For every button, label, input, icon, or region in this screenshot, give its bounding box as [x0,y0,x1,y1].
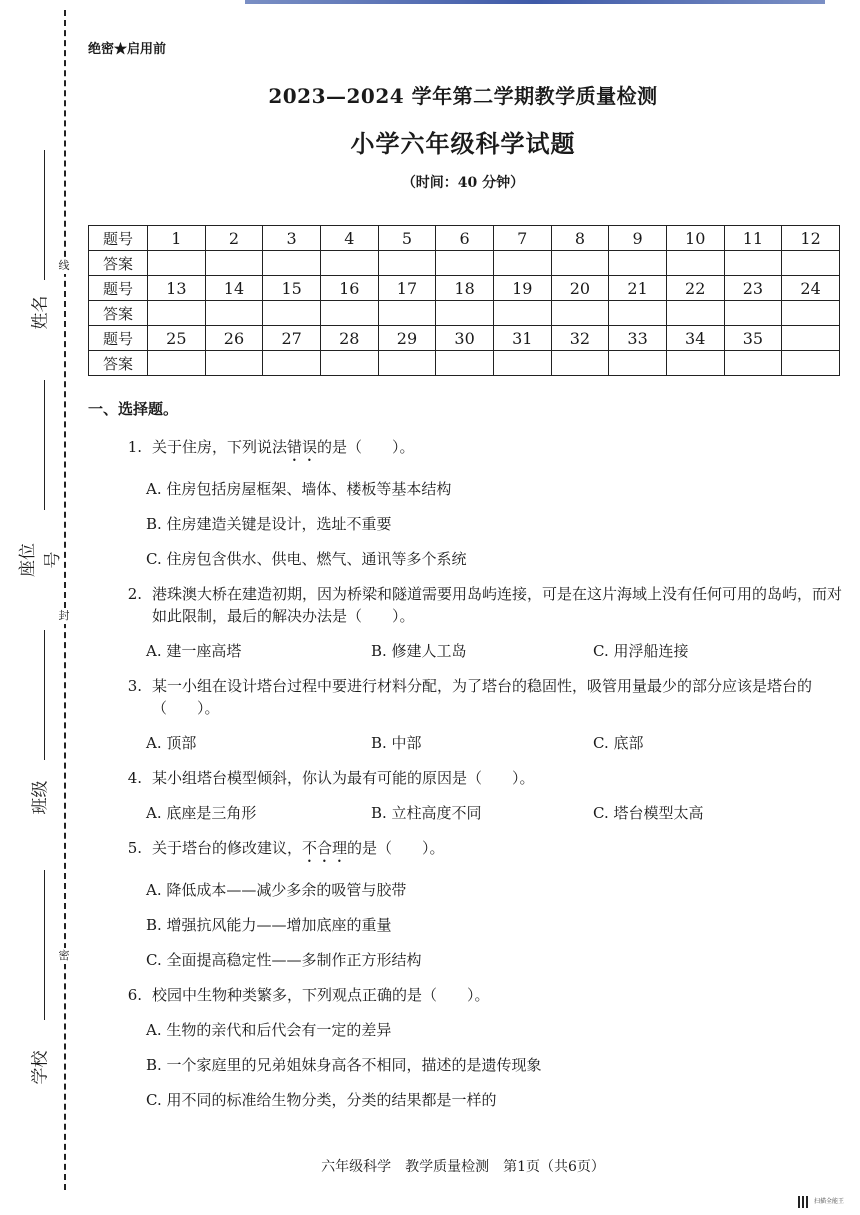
page-footer: 六年级科学 教学质量检测 第1页（共6页） [321,1159,605,1175]
answer-cell[interactable] [724,251,782,276]
qno-cell: 8 [551,226,609,251]
answer-cell[interactable] [320,301,378,326]
answer-cell[interactable] [782,351,840,376]
option-c[interactable]: C. 塔台模型太高 [593,804,704,822]
emphasis-text: 错误 [287,438,318,456]
side-label-class: 班级 [30,780,51,815]
qr-code-icon [798,1196,810,1208]
label-answer: 答案 [89,301,148,326]
label-question-no: 题号 [89,276,148,301]
answer-cell[interactable] [782,251,840,276]
cut-mark-line: 线 [56,258,72,274]
qno-cell: 27 [263,326,321,351]
qno-cell: 12 [782,226,840,251]
exam-time: （时间：40 分钟） [401,175,525,191]
question-6 [88,984,848,1006]
option-c[interactable]: C. 全面提高稳定性——多制作正方形结构 [146,951,422,969]
answer-cell[interactable] [263,351,321,376]
question-number-row [89,326,840,351]
answer-cell[interactable] [551,301,609,326]
answer-cell[interactable] [320,251,378,276]
side-label-school: 学校 [30,1050,51,1085]
answer-table [88,225,840,376]
option-a[interactable]: A. 生物的亲代和后代会有一定的差异 [146,1021,392,1039]
qno-cell: 26 [205,326,263,351]
option-a[interactable]: A. 顶部 [146,734,197,752]
option-b[interactable]: B. 立柱高度不同 [371,804,482,822]
answer-cell[interactable] [205,251,263,276]
answer-cell[interactable] [263,251,321,276]
exam-subtitle: 小学六年级科学试题 [350,129,576,158]
answer-cell[interactable] [493,251,551,276]
side-label-name: 姓名 [30,295,51,330]
question-4 [88,767,848,789]
option-b[interactable]: B. 住房建造关键是设计，选址不重要 [146,515,392,533]
qno-cell: 6 [436,226,494,251]
option-a[interactable]: A. 住房包括房屋框架、墙体、楼板等基本结构 [146,480,452,498]
cut-mark-seal: 封 [56,608,72,624]
answer-cell[interactable] [551,351,609,376]
question-number-row [89,226,840,251]
section-heading-choice: 一、选择题。 [88,400,179,418]
answer-cell[interactable] [724,301,782,326]
qno-cell: 30 [436,326,494,351]
cut-mark-secret: 密 [56,948,72,964]
qno-cell: 3 [263,226,321,251]
qno-cell: 34 [666,326,724,351]
qno-cell: 14 [205,276,263,301]
name-blank-line [44,150,45,280]
exam-title: 2023—2024 学年第二学期教学质量检测 [268,84,658,108]
label-question-no: 题号 [89,226,148,251]
option-a[interactable]: A. 降低成本——减少多余的吸管与胶带 [146,881,407,899]
answer-cell[interactable] [263,301,321,326]
question-number: 3. [127,677,142,695]
answer-cell[interactable] [493,351,551,376]
options-row [88,802,848,824]
qno-cell: 17 [378,276,436,301]
option-a[interactable]: A. 建一座高塔 [146,642,242,660]
answer-cell[interactable] [609,301,667,326]
option-a[interactable]: A. 底座是三角形 [146,804,257,822]
option-c[interactable]: C. 住房包含供水、供电、燃气、通讯等多个系统 [146,550,467,568]
answer-cell[interactable] [666,251,724,276]
option-b[interactable]: B. 修建人工岛 [371,642,467,660]
question-number-row [89,276,840,301]
question-content [88,398,848,1124]
option-c[interactable]: C. 用不同的标准给生物分类，分类的结果都是一样的 [146,1091,497,1109]
option-b[interactable]: B. 一个家庭里的兄弟姐妹身高各不相同，描述的是遗传现象 [146,1056,542,1074]
answer-cell[interactable] [551,251,609,276]
question-stem: 某一小组在设计塔台过程中要进行材料分配，为了塔台的稳固性，吸管用量最少的部分应该是塔台的（ ）。 [152,677,813,717]
answer-cell[interactable] [666,351,724,376]
secret-mark: 绝密★启用前 [88,42,167,57]
top-scan-bar [245,0,825,4]
answer-cell[interactable] [724,351,782,376]
answer-cell[interactable] [493,301,551,326]
answer-cell[interactable] [378,301,436,326]
option-c[interactable]: C. 底部 [593,734,644,752]
answer-cell[interactable] [378,251,436,276]
answer-cell[interactable] [148,301,206,326]
answer-cell[interactable] [320,351,378,376]
question-number: 2. [127,585,142,603]
qno-cell: 20 [551,276,609,301]
qno-cell [782,326,840,351]
answer-cell[interactable] [436,351,494,376]
qno-cell: 18 [436,276,494,301]
qno-cell: 11 [724,226,782,251]
label-question-no: 题号 [89,326,148,351]
side-label-seat: 座位号 [18,543,63,577]
option-b[interactable]: B. 中部 [371,734,422,752]
qno-cell: 21 [609,276,667,301]
class-blank-line [44,630,45,760]
options-row [88,640,848,662]
answer-cell[interactable] [205,351,263,376]
label-answer: 答案 [89,251,148,276]
qno-cell: 5 [378,226,436,251]
qno-cell: 22 [666,276,724,301]
answer-cell[interactable] [436,301,494,326]
answer-cell[interactable] [378,351,436,376]
scanner-watermark: 扫描全能王 [814,1198,845,1205]
question-stem: 校园中生物种类繁多，下列观点正确的是（ ）。 [152,986,490,1004]
question-stem: 关于住房，下列说法错误的是（ ）。 [152,438,415,456]
question-1 [88,436,848,465]
qno-cell: 23 [724,276,782,301]
qno-cell: 16 [320,276,378,301]
qno-cell: 13 [148,276,206,301]
label-answer: 答案 [89,351,148,376]
answer-cell[interactable] [148,351,206,376]
qno-cell: 25 [148,326,206,351]
question-2 [88,583,848,627]
question-stem: 某小组塔台模型倾斜，你认为最有可能的原因是（ ）。 [152,769,535,787]
qno-cell: 32 [551,326,609,351]
question-number: 1. [127,438,142,456]
qno-cell: 33 [609,326,667,351]
school-blank-line [44,870,45,1020]
answer-cell[interactable] [666,301,724,326]
question-stem: 关于塔台的修改建议，不合理的是（ ）。 [152,839,445,857]
options-row [88,732,848,754]
qno-cell: 7 [493,226,551,251]
qno-cell: 15 [263,276,321,301]
question-number: 6. [127,986,142,1004]
question-number: 4. [127,769,142,787]
answer-cell[interactable] [609,251,667,276]
qno-cell: 10 [666,226,724,251]
question-stem: 港珠澳大桥在建造初期，因为桥梁和隧道需要用岛屿连接，可是在这片海域上没有任何可用的岛屿，而对如此限制，最后的解决办法是（ ）。 [152,585,843,625]
qno-cell: 24 [782,276,840,301]
qno-cell: 1 [148,226,206,251]
qno-cell: 9 [609,226,667,251]
answer-row [89,301,840,326]
qno-cell: 2 [205,226,263,251]
question-3 [88,675,848,719]
qno-cell: 4 [320,226,378,251]
question-5 [88,837,848,866]
qno-cell: 19 [493,276,551,301]
qno-cell: 35 [724,326,782,351]
answer-cell[interactable] [148,251,206,276]
answer-cell[interactable] [782,301,840,326]
question-number: 5. [127,839,142,857]
emphasis-text: 不合理 [302,839,348,857]
answer-cell[interactable] [436,251,494,276]
answer-cell[interactable] [205,301,263,326]
option-b[interactable]: B. 增强抗风能力——增加底座的重量 [146,916,392,934]
answer-cell[interactable] [609,351,667,376]
option-c[interactable]: C. 用浮船连接 [593,642,689,660]
answer-row [89,351,840,376]
qno-cell: 28 [320,326,378,351]
answer-row [89,251,840,276]
qno-cell: 31 [493,326,551,351]
seat-blank-line [44,380,45,510]
qno-cell: 29 [378,326,436,351]
